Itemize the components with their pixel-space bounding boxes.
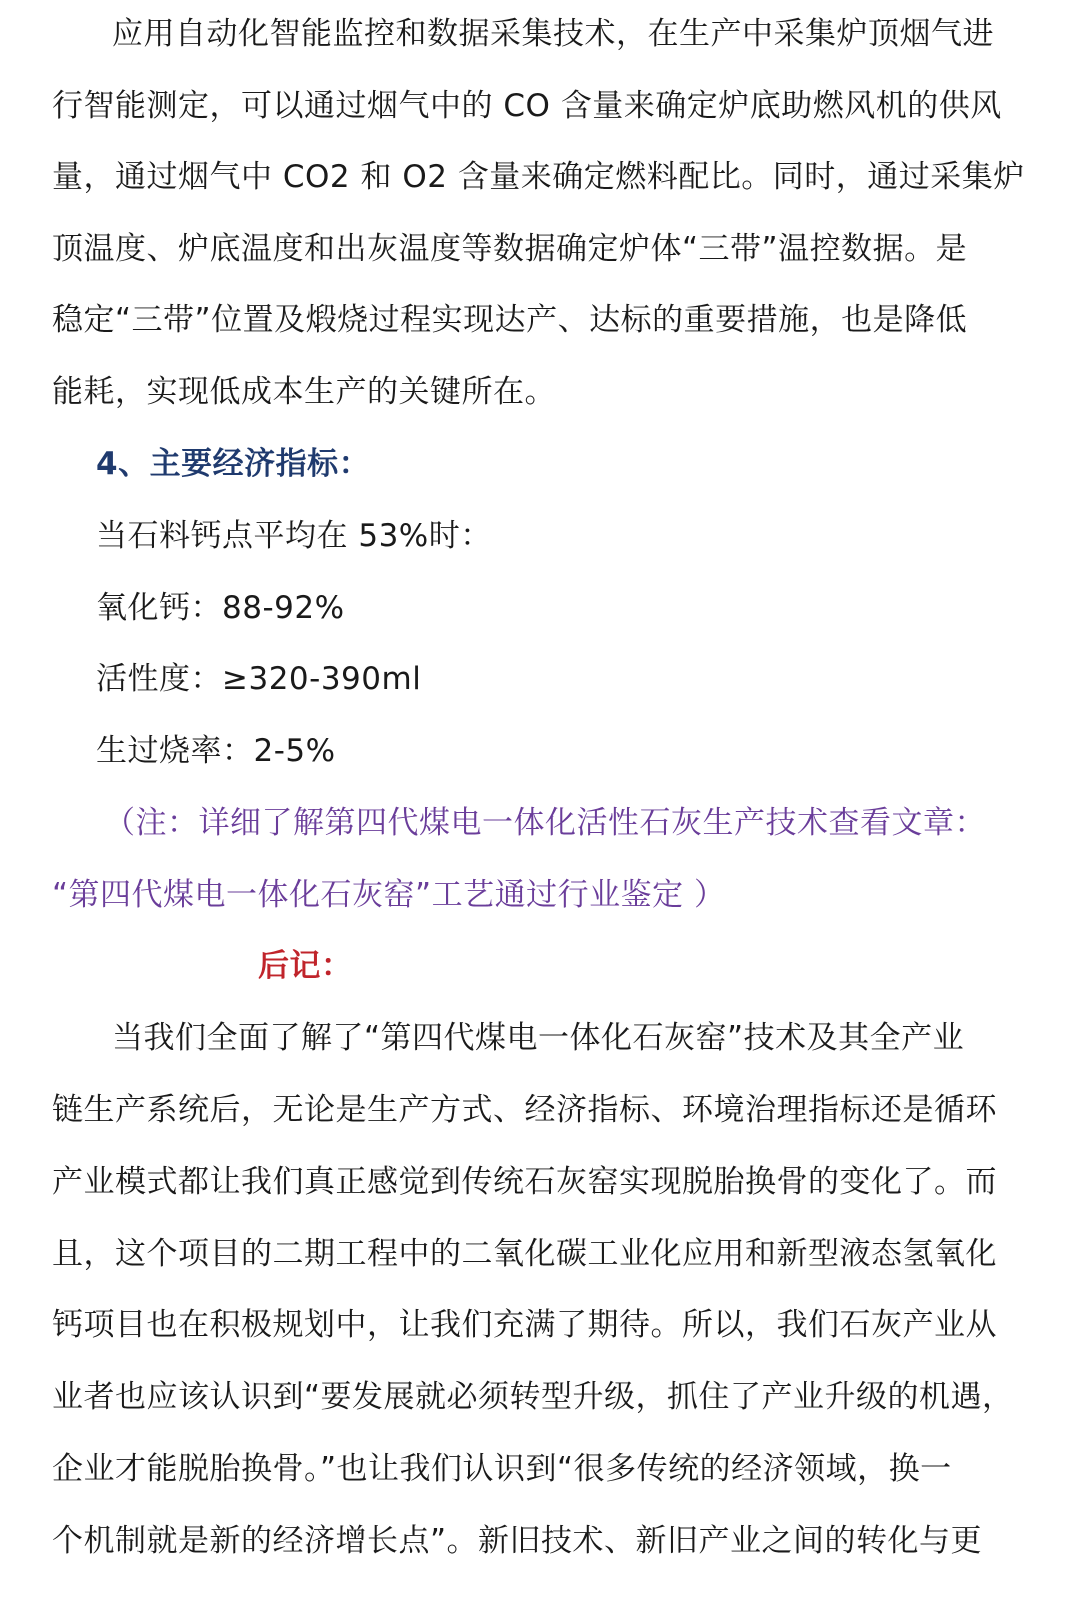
- afterword-line-8: 个机制就是新的经济增长点”。新旧技术、新旧产业之间的转化与更: [52, 1523, 983, 1559]
- intro-line-1: 应用自动化智能监控和数据采集技术，在生产中采集炉顶烟气进: [112, 16, 994, 52]
- afterword-line-5: 钙项目也在积极规划中，让我们充满了期待。所以，我们石灰产业从: [52, 1307, 997, 1343]
- intro-line-3: 量，通过烟气中 CO2 和 O2 含量来确定燃料配比。同时，通过采集炉: [52, 159, 1025, 195]
- intro-line-4: 顶温度、炉底温度和出灰温度等数据确定炉体“三带”温控数据。是: [52, 231, 968, 267]
- intro-line-6: 能耗，实现低成本生产的关键所在。: [52, 374, 556, 410]
- afterword-line-4: 且，这个项目的二期工程中的二氧化碳工业化应用和新型液态氢氧化: [52, 1236, 997, 1272]
- afterword-line-6: 业者也应该认识到“要发展就必须转型升级，抓住了产业升级的机遇，: [52, 1379, 1014, 1415]
- afterword-title: 后记：: [258, 948, 353, 984]
- metric-burn-rate: 生过烧率：2-5%: [96, 733, 336, 769]
- afterword-line-3: 产业模式都让我们真正感觉到传统石灰窑实现脱胎换骨的变化了。而: [52, 1164, 997, 1200]
- afterword-line-7: 企业才能脱胎换骨。”也让我们认识到“很多传统的经济领域，换一: [52, 1451, 952, 1487]
- metric-activity: 活性度：≥320-390ml: [96, 661, 422, 697]
- afterword-line-1: 当我们全面了解了“第四代煤电一体化石灰窑”技术及其全产业: [112, 1020, 965, 1056]
- metric-calcium-oxide: 氧化钙：88-92%: [96, 590, 345, 626]
- metric-condition: 当石料钙点平均在 53%时：: [96, 518, 492, 554]
- note-line-2: “第四代煤电一体化石灰窑”工艺通过行业鉴定 ）: [52, 877, 726, 913]
- section-heading: 4、主要经济指标：: [96, 446, 371, 482]
- intro-line-2: 行智能测定，可以通过烟气中的 CO 含量来确定炉底助燃风机的供风: [52, 88, 1002, 124]
- note-line-1: （注：详细了解第四代煤电一体化活性石灰生产技术查看文章：: [104, 805, 986, 841]
- intro-line-5: 稳定“三带”位置及煅烧过程实现达产、达标的重要措施，也是降低: [52, 302, 968, 338]
- afterword-line-2: 链生产系统后，无论是生产方式、经济指标、环境治理指标还是循环: [52, 1092, 997, 1128]
